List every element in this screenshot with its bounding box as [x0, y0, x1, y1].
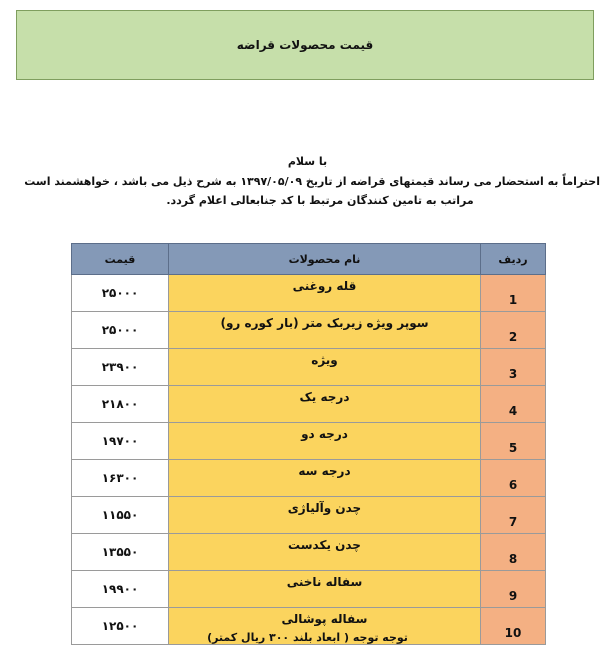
- price-cell: ۱۳۵۵۰: [72, 534, 169, 571]
- product-name-cell: درجه یک: [169, 386, 481, 423]
- product-name-cell: چدن وآلیاژی: [169, 497, 481, 534]
- table-row: [72, 497, 546, 534]
- table-row: [72, 275, 546, 312]
- product-name-cell: درجه دو: [169, 423, 481, 460]
- row-number-cell: 7: [481, 497, 546, 534]
- price-cell: ۲۱۸۰۰: [72, 386, 169, 423]
- row-number-cell: 1: [481, 275, 546, 312]
- column-header-row-number: ردیف: [481, 244, 546, 275]
- column-header-product: نام محصولات: [169, 244, 481, 275]
- table-row: [72, 534, 546, 571]
- intro-paragraph: [24, 172, 600, 210]
- column-header-price: قیمت: [72, 244, 169, 275]
- price-cell: ۲۵۰۰۰: [72, 312, 169, 349]
- intro-line-2: مراتب به تامین کنندگان مرتبط با کد جنابعالی اعلام گردد.: [166, 194, 474, 207]
- intro-line-1: احتراماً به استحضار می رساند قیمتهای قراضه از تاریخ ۱۳۹۷/۰۵/۰۹ به شرح ذیل می باشد ، خواهشمند است: [24, 175, 600, 188]
- product-name-cell: درجه سه: [169, 460, 481, 497]
- page-title-box: [16, 10, 594, 80]
- row-number-cell: 10: [481, 608, 546, 645]
- product-name-cell: چدن یکدست: [169, 534, 481, 571]
- price-table: [71, 243, 546, 645]
- row-number-cell: 6: [481, 460, 546, 497]
- table-row: [72, 423, 546, 460]
- product-name-cell: ویژه: [169, 349, 481, 386]
- table-row: [72, 460, 546, 497]
- row-number-cell: 2: [481, 312, 546, 349]
- product-name-cell: سوپر ویژه زیربک متر (بار کوره رو): [169, 312, 481, 349]
- table-row: [72, 386, 546, 423]
- row-number-cell: 9: [481, 571, 546, 608]
- price-cell: ۲۳۹۰۰: [72, 349, 169, 386]
- table-row: [72, 312, 546, 349]
- row-number-cell: 4: [481, 386, 546, 423]
- table-row: [72, 571, 546, 608]
- price-cell: ۱۹۹۰۰: [72, 571, 169, 608]
- product-name-cell: سفاله پوشالی: [169, 608, 481, 645]
- footer-note: توجه توجه ( ابعاد بلند ۳۰۰ ریال کمتر): [207, 631, 408, 644]
- table-row: [72, 349, 546, 386]
- price-cell: ۱۲۵۰۰: [72, 608, 169, 645]
- price-cell: ۱۹۷۰۰: [72, 423, 169, 460]
- price-cell: ۲۵۰۰۰: [72, 275, 169, 312]
- price-cell: ۱۱۵۵۰: [72, 497, 169, 534]
- product-name-cell: قله روغنی: [169, 275, 481, 312]
- table-body: [72, 275, 546, 645]
- page-title: قیمت محصولات قراضه: [236, 38, 374, 52]
- row-number-cell: 8: [481, 534, 546, 571]
- product-name-cell: سفاله ناخنی: [169, 571, 481, 608]
- price-cell: ۱۶۳۰۰: [72, 460, 169, 497]
- row-number-cell: 5: [481, 423, 546, 460]
- table-header-row: [72, 244, 546, 275]
- row-number-cell: 3: [481, 349, 546, 386]
- greeting: با سلام: [287, 155, 328, 168]
